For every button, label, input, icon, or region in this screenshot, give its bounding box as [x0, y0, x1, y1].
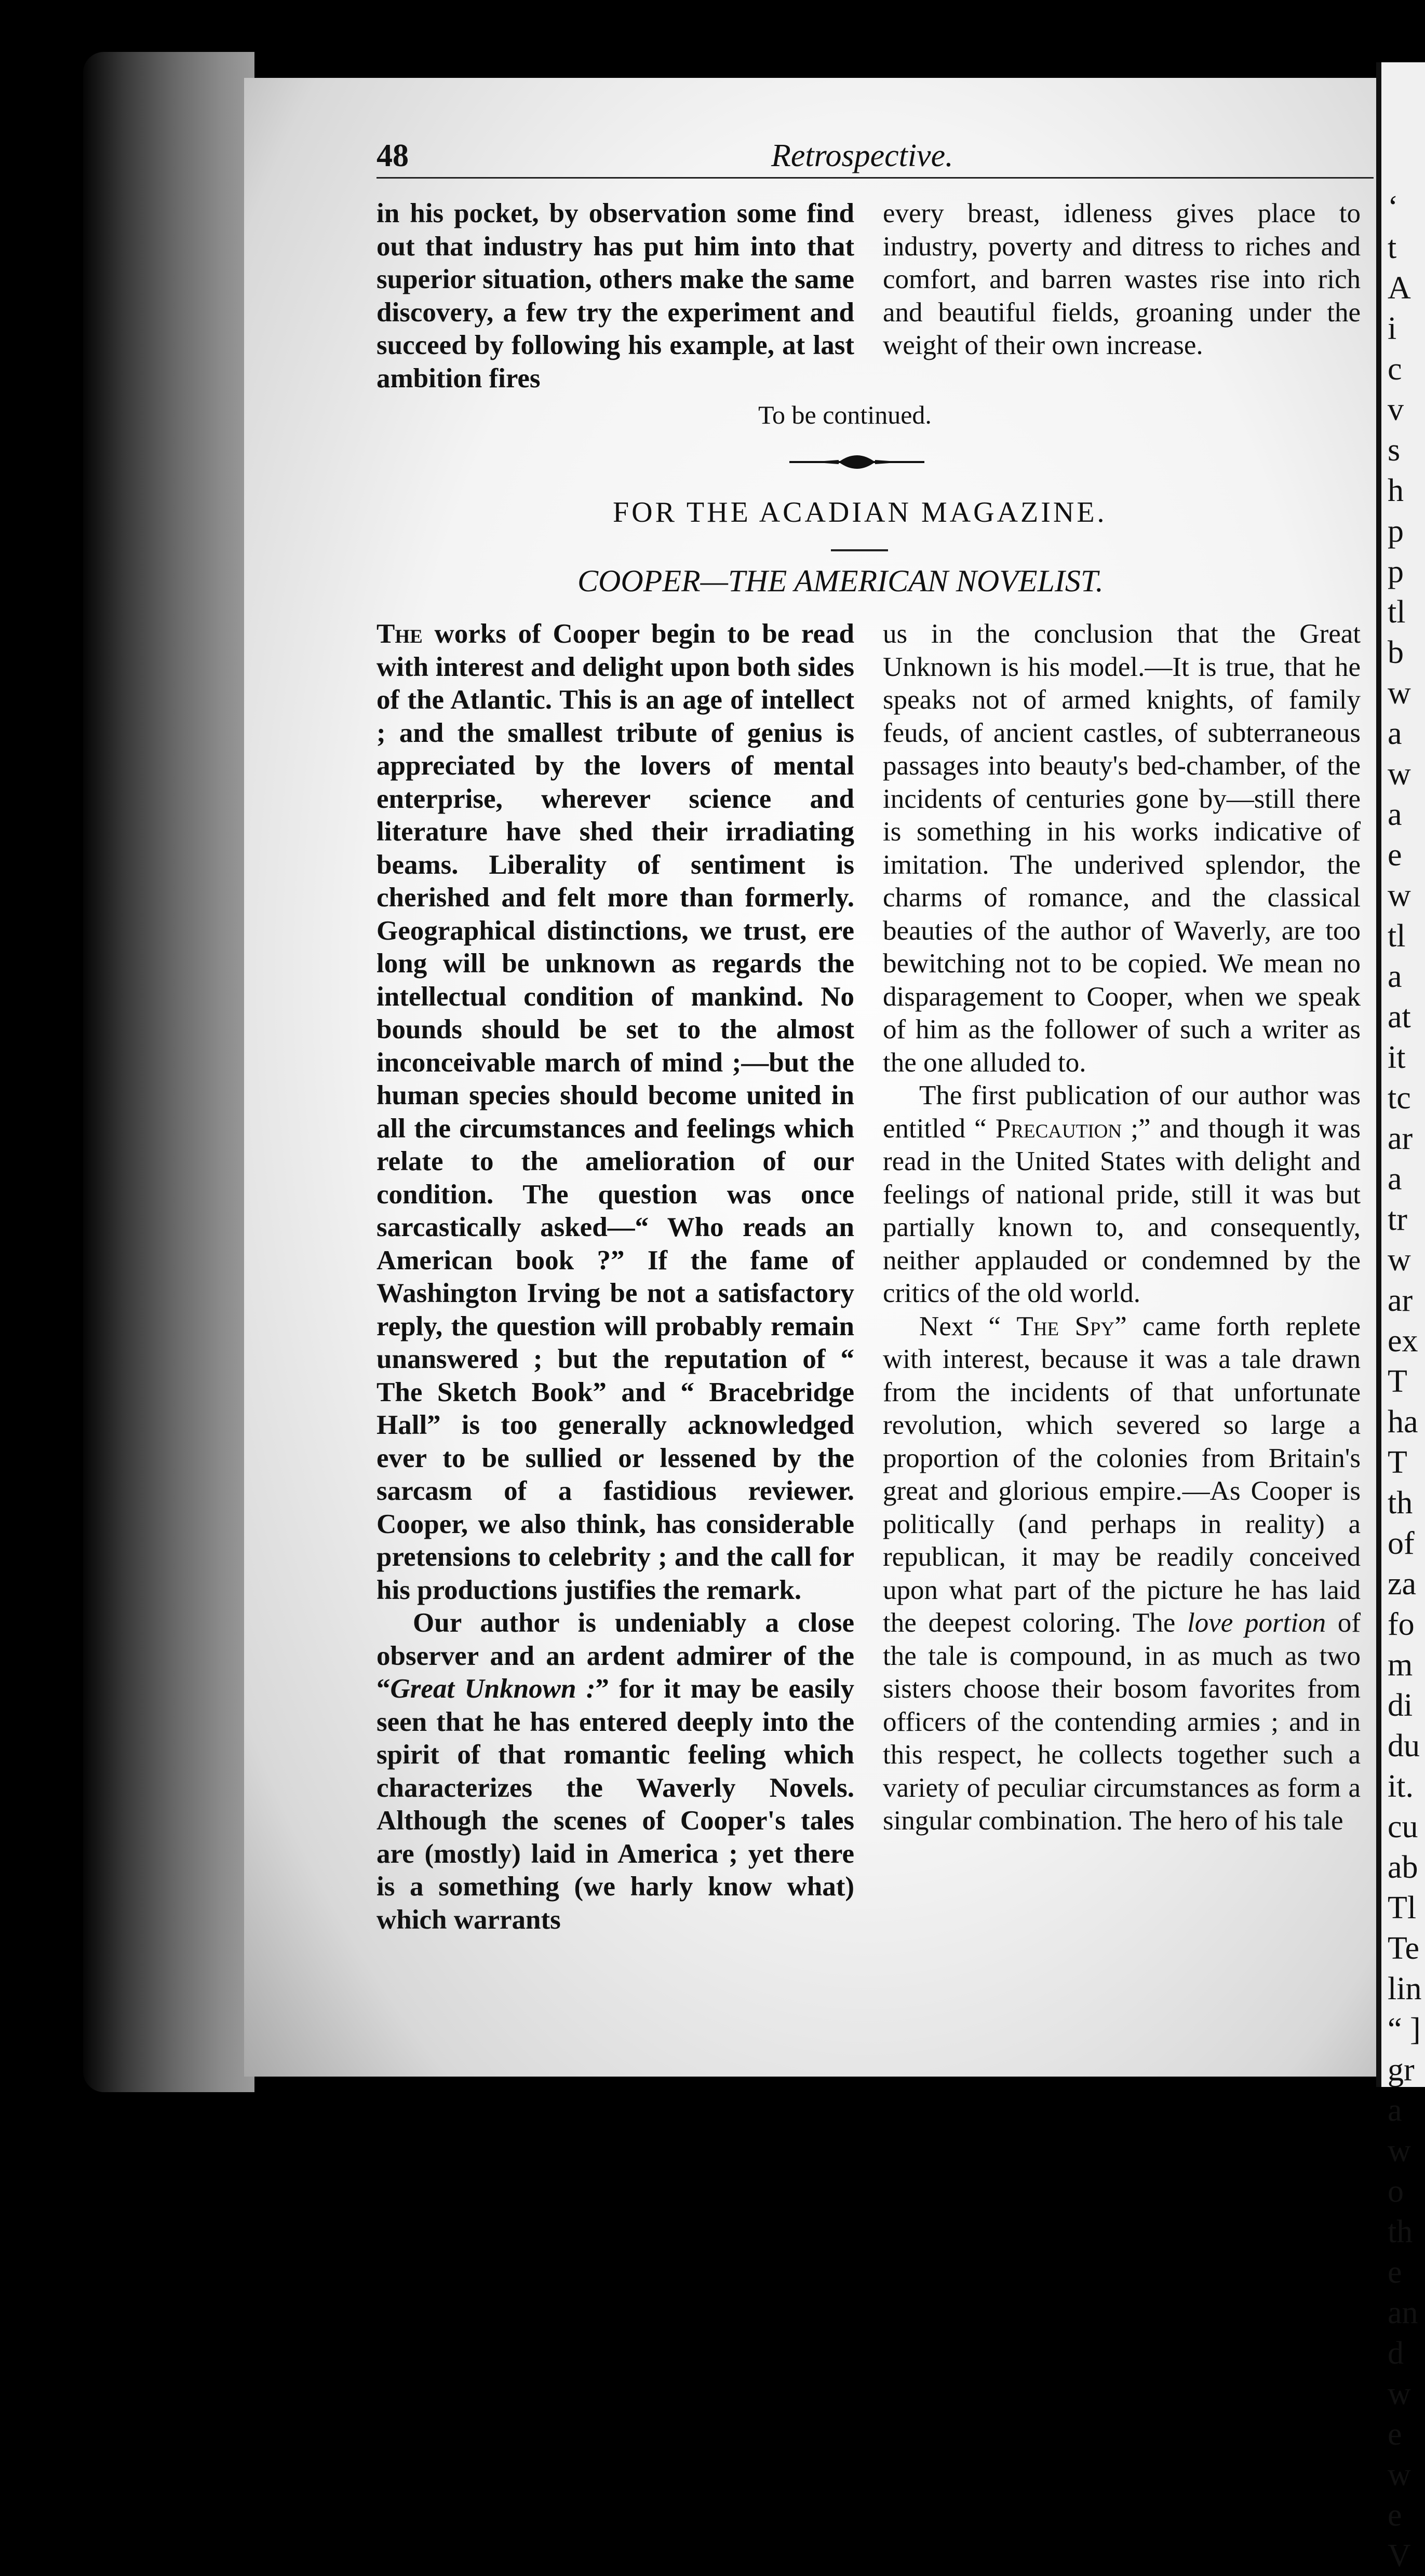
paragraph: us in the conclusion that the Great Unknown is his model.—It is true, that he speaks not of armed knights, of family feuds, of ancient castles, of subterraneous passages into beauty's bed-chamber, of the incidents of centuries gone by—still there is something in his works indicative of imitation. The underived splendor, the charms of romance, and the classical beauties of the author of Waverly, are too bewitching not to be copied. We mean no disparagement to Cooper, when we speak of him as the follower of such a writer as the one alluded to. — [883, 619, 1361, 1078]
fragment-letter: Tl — [1388, 1890, 1417, 1926]
fragment-letter: and — [1388, 2295, 1418, 2371]
fragment-letter: w — [1388, 878, 1411, 913]
page-number: 48 — [377, 138, 409, 173]
fragment-letter: it. — [1388, 1769, 1414, 1804]
fragment-letter: Te — [1388, 1931, 1420, 1966]
fragment-letter: p — [1388, 554, 1404, 589]
fragment-letter: of — [1388, 1526, 1415, 1561]
fragment-letter: th — [1388, 1485, 1413, 1521]
fragment-letter: tr — [1388, 1202, 1407, 1237]
fragment-letter: T — [1388, 1364, 1407, 1399]
paragraph: every breast, idleness gives place to industry, poverty and ditress to riches and comfort, and barren wastes rise into rich and beautiful fields, groaning under the weight of their own increase. — [883, 198, 1361, 360]
fragment-letter: T — [1388, 1445, 1407, 1480]
italic-phrase: love portion — [1187, 1608, 1326, 1638]
paragraph-text: works of Cooper begin to be read with interest and delight upon both sides of the Atlantic. This is an age of intellect ; and the smallest tribute of genius is appreciated by the lovers of mental enterprise, wherever science and literature have shed their irradiating beams. Liberality of sentiment is cherished and felt more than formerly. Geographical distinctions, we trust, ere long will be unknown as regards the intellectual condition of mankind. No bounds should be set to the almost inconceivable march of mind ;—but the human species should become united in all the circumstances and feelings which relate to the amelioration of our condition. The question was once sarcastically asked—“ Who reads an American book ?” If the fame of Washington Irving be not a satisfactory reply, the question will probably remain unanswered ; but the reputation of “ The Sketch Book” and “ Bracebridge Hall” is too generally acknowledged ever to be sullied or lessened by the sarcasm of a fastidious reviewer. Cooper, we also think, has considerable pretensions to celebrity ; and the call for his productions justifies the remark. — [377, 619, 854, 1605]
fragment-letter: the — [1388, 2214, 1413, 2290]
fragment-letter: fo — [1388, 1607, 1415, 1642]
book-title: The Spy — [1016, 1311, 1115, 1341]
fragment-letter: c — [1388, 351, 1402, 387]
fragment-letter: wo — [1388, 2133, 1411, 2209]
fragment-letter: tl — [1388, 918, 1406, 954]
fragment-letter: w — [1388, 675, 1411, 711]
paragraph-text: of the tale is compound, in as much as two sisters choose their bosom favorites from officers of the contending armies ; and in this respect, he collects together such a variety of peculiar circumstances as form a singular combination. The hero of his tale — [883, 1608, 1361, 1836]
fragment-letter: w — [1388, 1242, 1411, 1278]
paragraph-text: Our author is undeniably a close observer and an ardent admirer of the “ — [377, 1608, 854, 1704]
fragment-letter: ‘ — [1388, 189, 1399, 225]
running-head — [377, 138, 1374, 179]
fragment-letter: tl — [1388, 594, 1406, 630]
fragment-letter: a — [1388, 1161, 1402, 1197]
fragment-letter: du — [1388, 1728, 1420, 1764]
fragment-letter: tc — [1388, 1080, 1411, 1116]
fragment-letter: i — [1388, 311, 1397, 346]
article-title: COOPER—THE AMERICAN NOVELIST. — [577, 564, 1104, 598]
paragraph-text: ” came forth replete with interest, because it was a tale drawn from the incidents of that unfortunate revolution, which severed so large a proportion of the colonies from Britain's great and glorious empire.—As Cooper is politically (and perhaps in reality) a republican, it may be readily conceived upon what part of the picture he has laid the deepest coloring. The — [883, 1311, 1361, 1638]
fragment-letter: p — [1388, 513, 1404, 549]
book-binding-shadow — [83, 52, 254, 2092]
fragment-letter: it — [1388, 1040, 1406, 1075]
fragment-letter: ha — [1388, 1404, 1418, 1440]
paragraph — [377, 618, 854, 1607]
lead-word: The — [377, 619, 423, 649]
italic-phrase: Great Unknown : — [390, 1674, 596, 1704]
book-title: Precaution — [995, 1113, 1122, 1144]
fragment-letter: v — [1388, 392, 1404, 427]
fragment-letter: ar — [1388, 1283, 1413, 1318]
fragment-letter: w — [1388, 756, 1411, 792]
fragment-letter: A — [1388, 270, 1411, 306]
paragraph — [883, 1079, 1361, 1310]
fragment-letter: di — [1388, 1688, 1413, 1723]
fragment-letter: cu — [1388, 1809, 1418, 1845]
section-heading: FOR THE ACADIAN MAGAZINE. — [613, 496, 1107, 528]
article-left-column — [377, 618, 854, 1936]
fragment-letter: “ ] — [1388, 2012, 1421, 2047]
paragraph-text: The first publication of our author was entitled “ — [883, 1080, 1361, 1144]
fragment-letter: s — [1388, 432, 1401, 468]
running-title: Retrospective. — [771, 138, 953, 173]
fragment-letter: gra — [1388, 2052, 1415, 2128]
fragment-letter: ex — [1388, 1323, 1418, 1359]
previous-article-left-column — [377, 197, 854, 395]
fragment-letter: lin — [1388, 1971, 1422, 2006]
fragment-letter: we — [1388, 2376, 1411, 2452]
fragment-letter: ar — [1388, 1121, 1413, 1156]
fragment-letter: a — [1388, 716, 1402, 751]
previous-article-right-column — [883, 197, 1361, 362]
fragment-letter: t — [1388, 230, 1397, 265]
fragment-letter: e — [1388, 837, 1402, 873]
paragraph — [883, 1310, 1361, 1838]
fragment-letter: b — [1388, 635, 1404, 670]
ornament-divider-icon — [789, 446, 924, 478]
continued-note: To be continued. — [758, 400, 932, 429]
article-right-column — [883, 618, 1361, 1838]
fragment-letter: ab — [1388, 1850, 1418, 1885]
paragraph-text: Next “ — [919, 1311, 1017, 1341]
fragment-letter: at — [1388, 999, 1411, 1035]
fragment-letter: a — [1388, 959, 1402, 994]
fragment-letter: za — [1388, 1566, 1417, 1602]
paragraph-text: ;” and though it was read in the United States with delight and feelings of national pride, still it was but partially known to, and consequently, neither applauded or condemned by the critics of the old world. — [883, 1113, 1361, 1308]
paragraph: in his pocket, by observation some find out that industry has put him into that superior situation, others make the same discovery, a few try the experiment and succeed by following his example, at last ambition fires — [377, 198, 854, 394]
fragment-letter: we — [1388, 2457, 1411, 2533]
fragment-letter: a — [1388, 797, 1402, 832]
next-page-fragment — [1388, 187, 1425, 2576]
fragment-letter: h — [1388, 473, 1404, 508]
title-rule — [831, 549, 888, 551]
header-rule — [377, 177, 1374, 179]
fragment-letter: m — [1388, 1647, 1413, 1683]
paragraph-text: ” for it may be easily seen that he has entered deeply into the spirit of that romantic feeling which characterizes the Waverly Novels. Although the scenes of Cooper's tales are (mostly) laid in America ; yet there is a something (we harly know what) which warrants — [377, 1674, 854, 1935]
fragment-letter: V — [1388, 2538, 1411, 2573]
paragraph — [377, 1607, 854, 1936]
